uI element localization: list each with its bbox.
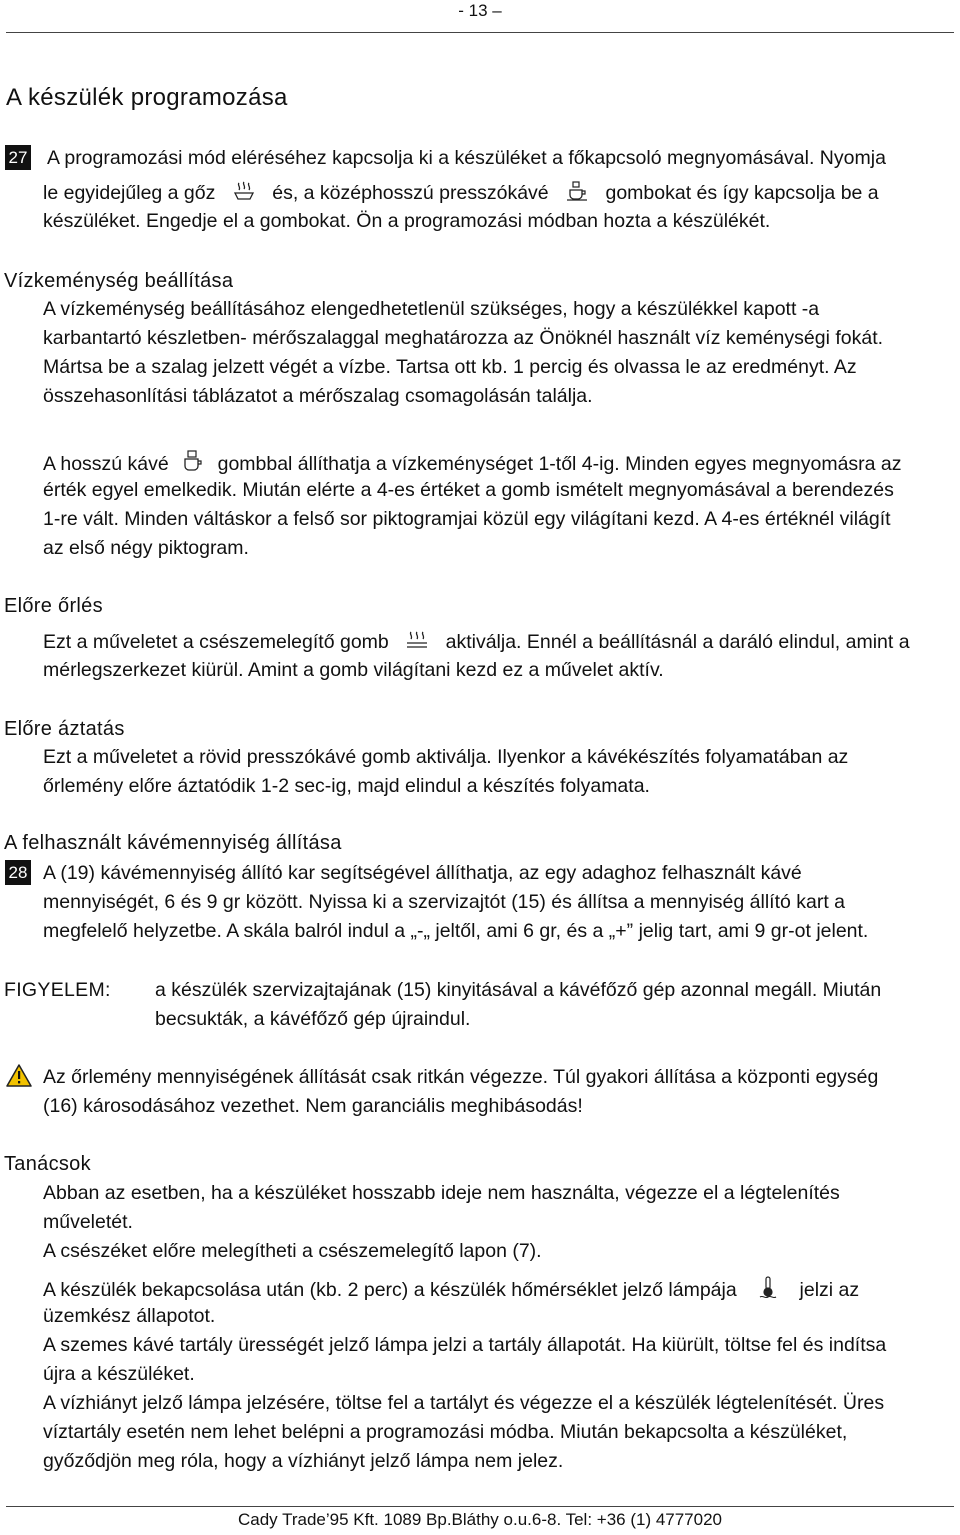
preinfuse-line-1: Ezt a műveletet a rövid presszókávé gomb aktiválja. Ilyenkor a kávékészítés folyamatában az (43, 746, 849, 768)
pregrind-line-1 (43, 630, 910, 654)
step-badge-28: 28 (5, 860, 31, 885)
tips-e-line-2: víztartály esetén nem lehet belépni a programozási módba. Miután bekapcsolta a készüléket, (43, 1421, 848, 1443)
tips-c-line-2: üzemkész állapotot. (43, 1305, 216, 1327)
sec1-line-2a: le egyidejűleg a gőz (43, 182, 216, 204)
header-rule (6, 32, 954, 33)
tips-e-line-3: győződjön meg róla, hogy a vízhiányt jelző lámpa nem jelez. (43, 1450, 564, 1472)
tips-a-line-1: Abban az esetben, ha a készüléket hosszabb ideje nem használta, végezze el a légtelenítés (43, 1182, 840, 1204)
tips-c-line-1 (43, 1276, 859, 1302)
warning-icon (6, 1064, 32, 1093)
pregrind-line-1a: Ezt a műveletet a csészemelegítő gomb (43, 631, 389, 653)
cup-warmer-icon (406, 630, 428, 650)
water-p1-line-2: karbantartó készletben- mérőszalaggal meghatározza az Önöknél használt víz keménységi fokát. (43, 327, 884, 349)
page-footer: Cady Trade’95 Kft. 1089 Bp.Bláthy o.u.6-8. Tel: +36 (1) 4777020 (237, 1510, 723, 1529)
tips-d-line-1: A szemes kávé tartály ürességét jelző lámpa jelzi a tartály állapotát. Ha kiürült, töltse fel és indítsa (43, 1334, 887, 1356)
page-title: A készülék programozása (6, 84, 288, 111)
water-p2-line-4: az első négy piktogram. (43, 537, 249, 559)
sec1-line-2c: gombokat és így kapcsolja be a (605, 182, 879, 204)
tips-c-line-1b: jelzi az (799, 1279, 860, 1301)
amount-line-3: megfelelő helyzetbe. A skála balról indul a „-„ jeltől, ami 6 gr, és a „+” jelig tart, ami 9 gr-ot jelent. (43, 920, 869, 942)
amount-line-2: mennyiségét, 6 és 9 gr között. Nyissa ki a szervizajtót (15) és állítsa a mennyiség állító kart a (43, 891, 846, 913)
water-hardness-heading: Vízkeménység beállítása (4, 270, 234, 292)
footer-rule (6, 1506, 954, 1507)
long-coffee-icon (182, 450, 204, 472)
caution-line-1: Az őrlemény mennyiségének állítását csak ritkán végezze. Túl gyakori állítása a központi egység (43, 1066, 879, 1088)
tips-b: A csészéket előre melegítheti a csészemelegítő lapon (7). (43, 1240, 542, 1262)
pregrind-line-1b: aktiválja. Ennél a beállításnál a daráló elindul, amint a (445, 631, 910, 653)
water-p2-line-1a: A hosszú kávé (43, 453, 169, 475)
pregrind-line-2: mérlegszerkezet kiürül. Amint a gomb világítani kezd ez a művelet aktív. (43, 659, 664, 681)
sec1-line-1: A programozási mód eléréséhez kapcsolja ki a készüléket a főkapcsoló megnyomásával. Nyomja (47, 147, 886, 169)
attention-line-1: a készülék szervizajtajának (15) kinyitásával a kávéfőző gép azonnal megáll. Miután (155, 979, 882, 1001)
water-p1-line-3: Mártsa be a szalag jelzett végét a vízbe. Tartsa ott kb. 1 percig és olvassa le az eredményt. Az (43, 356, 857, 378)
sec1-line-3: készüléket. Engedje el a gombokat. Ön a programozási módban hozta a készülékét. (43, 210, 771, 232)
water-p1-line-4: összehasonlítási táblázatot a mérőszalag csomagolásán találja. (43, 385, 593, 407)
preinfuse-line-2: őrlemény előre áztatódik 1-2 sec-ig, majd elindul a készítés folyamata. (43, 775, 650, 797)
caution-line-2: (16) károsodásához vezethet. Nem garanciális meghibásodás! (43, 1095, 583, 1117)
tips-a-line-2: műveletét. (43, 1211, 133, 1233)
tips-e-line-1: A vízhiányt jelző lámpa jelzésére, töltse fel a tartályt és végezze el a készülék légtelenítését. Üres (43, 1392, 885, 1414)
water-p1-line-1: A vízkeménység beállításához elengedhetetlenül szükséges, hogy a készülékkel kapott -a (43, 298, 820, 320)
pregrind-heading: Előre őrlés (4, 595, 103, 617)
medium-espresso-icon (566, 181, 588, 201)
preinfuse-heading: Előre áztatás (4, 718, 125, 740)
tips-heading: Tanácsok (4, 1153, 91, 1175)
water-p2-line-1b: gombbal állíthatja a vízkeménységet 1-től 4-ig. Minden egyes megnyomásra az (217, 453, 902, 475)
page-number: - 13 – (458, 1, 502, 20)
amount-line-1: A (19) kávémennyiség állító kar segítségével állíthatja, az egy adaghoz felhasznált kávé (43, 862, 802, 884)
water-p2-line-3: 1-re vált. Minden váltáskor a felső sor piktogramjai közül egy világítani kezd. A 4-es értéknél világít (43, 508, 891, 530)
water-p2-line-2: érték egyel emelkedik. Miután elérte a 4-es értéket a gomb ismételt megnyomásával a berendezés (43, 479, 894, 501)
steam-icon (233, 181, 255, 201)
tips-c-line-1a: A készülék bekapcsolása után (kb. 2 perc) a készülék hőmérséklet jelző lámpája (43, 1279, 737, 1301)
attention-label: FIGYELEM: (4, 979, 111, 1001)
step-badge-27: 27 (5, 145, 31, 170)
thermometer-icon (758, 1276, 778, 1298)
tips-d-line-2: újra a készüléket. (43, 1363, 195, 1385)
sec1-line-2b: és, a középhosszú presszókávé (272, 182, 549, 204)
sec1-line-2 (43, 181, 879, 205)
amount-heading: A felhasznált kávémennyiség állítása (4, 832, 342, 854)
attention-line-2: becsukták, a kávéfőző gép újraindul. (155, 1008, 471, 1030)
water-p2-line-1 (43, 450, 902, 476)
